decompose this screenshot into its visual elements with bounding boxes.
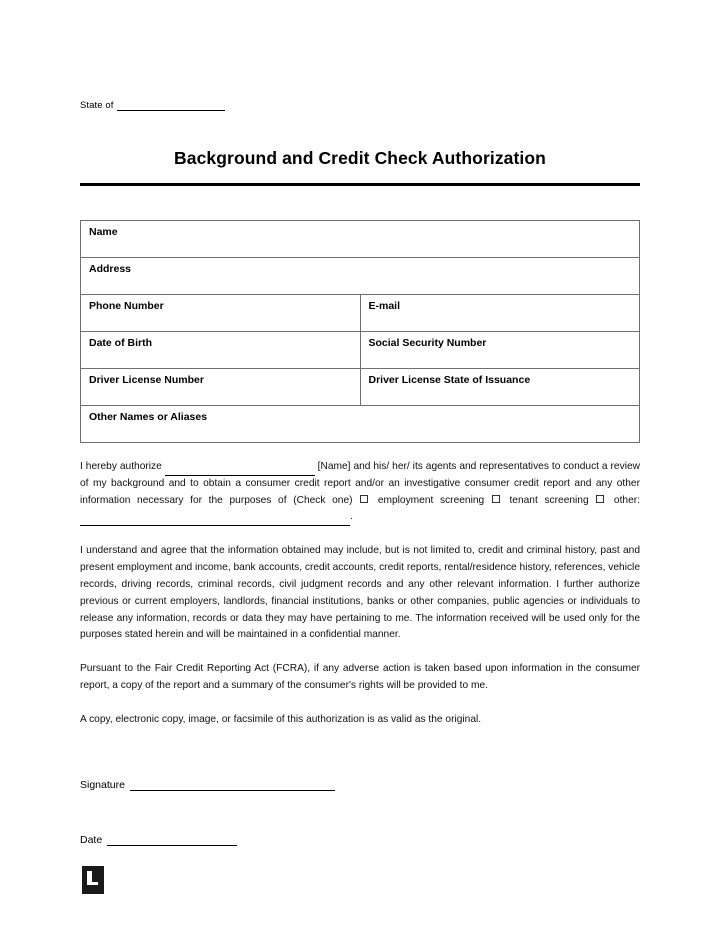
fcra-paragraph: Pursuant to the Fair Credit Reporting Act (FCRA), if any adverse action is taken based upon information in the consumer report, a copy of the report and a summary of the consumer's rights will be provided to me. (80, 663, 640, 692)
checkbox-tenant-screening[interactable] (492, 495, 500, 503)
state-of-blank[interactable] (117, 100, 225, 111)
authorize-text-e: other: (607, 494, 640, 506)
field-address[interactable]: Address (81, 258, 640, 295)
table-row (81, 332, 640, 369)
applicant-info-table (80, 220, 640, 443)
state-of-label: State of (80, 100, 114, 111)
authorize-text-c: employment screening (371, 494, 491, 506)
field-phone-number[interactable]: Phone Number (81, 295, 361, 332)
date-label: Date (80, 833, 103, 846)
field-email[interactable]: E-mail (360, 295, 640, 332)
field-other-names-aliases[interactable]: Other Names or Aliases (81, 406, 640, 443)
page-title: Background and Credit Check Authorization (174, 148, 546, 168)
authorized-name-blank[interactable] (165, 465, 315, 476)
document-content (80, 0, 640, 846)
authorize-text-f: . (350, 511, 353, 523)
copy-validity-paragraph: A copy, electronic copy, image, or facsimile of this authorization is as valid as the original. (80, 713, 482, 725)
state-of-line (80, 100, 640, 111)
table-row (81, 406, 640, 443)
other-purpose-blank[interactable] (80, 515, 350, 526)
date-line[interactable] (107, 834, 237, 846)
field-social-security-number[interactable]: Social Security Number (360, 332, 640, 369)
date-row (80, 834, 640, 846)
table-row (81, 258, 640, 295)
field-driver-license-state[interactable]: Driver License State of Issuance (360, 369, 640, 406)
signature-row (80, 779, 640, 791)
authorize-text-a: I hereby authorize (80, 461, 165, 472)
table-row (81, 295, 640, 332)
field-driver-license-number[interactable]: Driver License Number (81, 369, 361, 406)
logo-mark-horizontal (87, 882, 98, 885)
field-date-of-birth[interactable]: Date of Birth (81, 332, 361, 369)
authorize-text-b: [Name] and his/ her/ its agents and representatives to conduct a review of my background and to obtain a consumer credit report and/or an investigative consumer credit report and any other information necessary for the purposes of (Check one) (80, 461, 640, 506)
signature-line[interactable] (130, 779, 335, 791)
understanding-paragraph: I understand and agree that the information obtained may include, but is not limited to, credit and criminal history, past and present employment and income, bank accounts, credit accounts, credit reports, rental/residence history, references, vehicle records, driving records, criminal records, civil judgment records and any other relevant information. I further authorize previous or current employers, landlords, financial institutions, banks or other companies, public agencies or individuals to release any information, records or data they may have pertaining to me. The information received will be used only for the purposes stated herein and will be maintained in a confidential manner. (80, 545, 640, 641)
table-row (81, 221, 640, 258)
brand-logo-icon (82, 866, 104, 894)
title-divider (80, 183, 640, 186)
checkbox-employment-screening[interactable] (360, 495, 368, 503)
signature-label: Signature (80, 778, 125, 791)
field-name[interactable]: Name (81, 221, 640, 258)
authorize-text-d: tenant screening (502, 494, 596, 506)
authorization-paragraph (80, 459, 640, 526)
checkbox-other[interactable] (596, 495, 604, 503)
table-row (81, 369, 640, 406)
